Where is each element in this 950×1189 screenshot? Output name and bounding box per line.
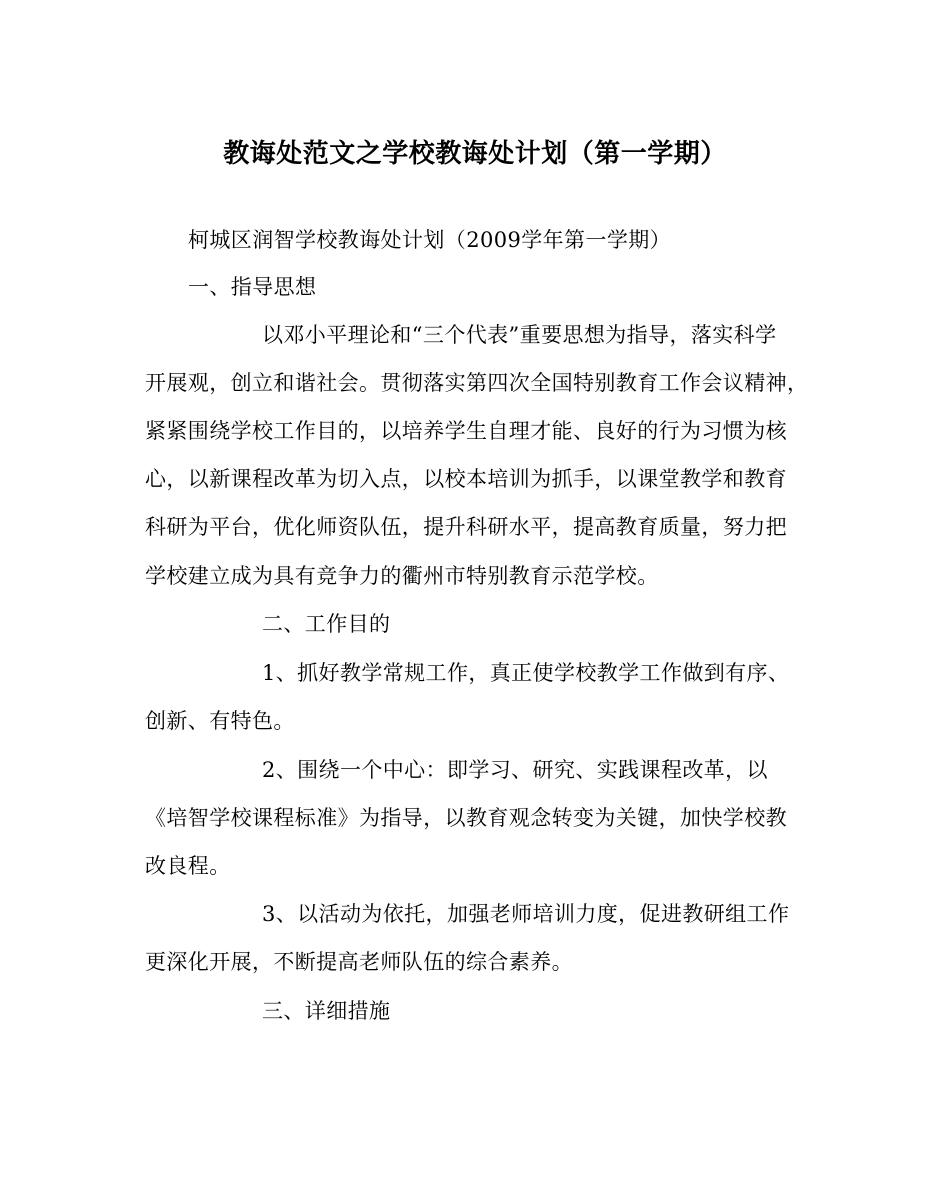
section1-line-6: 学校建立成为具有竞争力的衢州市特别教育示范学校。	[145, 564, 659, 588]
section2-item2-line-2: 《培智学校课程标准》为指导，以教育观念转变为关键，加快学校教	[145, 806, 787, 830]
section2-item3-line-1: 3、以活动为依托，加强老师培训力度，促进教研组工作	[262, 902, 790, 926]
section3-heading: 三、详细措施	[262, 999, 391, 1023]
section2-item2-line-1: 2、围绕一个中心：即学习、研究、实践课程改革，以	[262, 758, 768, 782]
section1-line-1: 以邓小平理论和“三个代表”重要思想为指导，落实科学	[262, 323, 777, 347]
section1-line-2: 开展观，创立和谐社会。贯彻落实第四次全国特别教育工作会议精神，	[145, 371, 809, 395]
section2-item1-line-2: 创新、有特色。	[145, 709, 295, 733]
section2-heading: 二、工作目的	[262, 612, 391, 636]
document-title: 教诲处范文之学校教诲处计划（第一学期）	[223, 139, 727, 169]
section1-line-5: 科研为平台，优化师资队伍，提升科研水平，提高教育质量，努力把	[145, 515, 787, 539]
section1-heading: 一、指导思想	[188, 275, 317, 299]
document-subtitle: 柯城区润智学校教诲处计划（2009学年第一学期）	[188, 228, 672, 252]
section2-item1-line-1: 1、抓好教学常规工作，真正使学校教学工作做到有序、	[262, 661, 790, 685]
section2-item3-line-2: 更深化开展，不断提高老师队伍的综合素养。	[145, 950, 573, 974]
section1-line-4: 心，以新课程改革为切入点，以校本培训为抓手，以课堂教学和教育	[145, 467, 787, 491]
section2-item2-line-3: 改良程。	[145, 854, 231, 878]
section1-line-3: 紧紧围绕学校工作目的，以培养学生自理才能、良好的行为习惯为核	[145, 419, 787, 443]
